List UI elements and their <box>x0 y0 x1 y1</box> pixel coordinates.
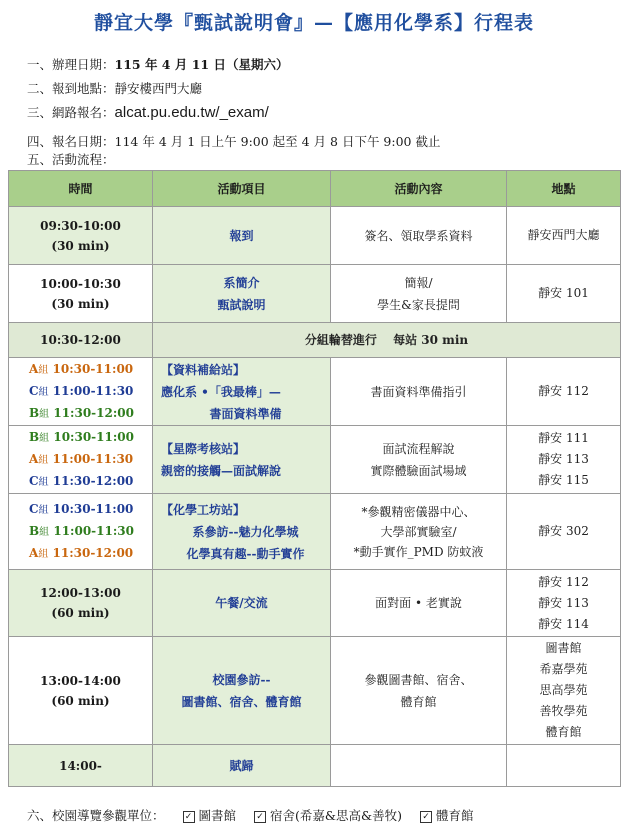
info-web <box>27 103 269 121</box>
group-letter: A <box>29 361 39 376</box>
location-line: 希嘉學苑 <box>539 662 588 676</box>
content-line: 學生&家長提問 <box>377 297 460 312</box>
activity-cell: 午餐/交流 <box>153 570 331 637</box>
time-cell <box>9 265 153 323</box>
location-cell <box>507 637 621 745</box>
group-suffix: 組 <box>39 408 50 420</box>
group-suffix: 組 <box>38 454 49 466</box>
activity-line: 甄試說明 <box>217 297 266 312</box>
location-line: 圖書館 <box>545 641 582 655</box>
location-line: 靜安 111 <box>538 431 589 445</box>
activity-line: 【化學工坊站】 <box>161 502 246 517</box>
info-location-label: 二、報到地點： <box>27 81 115 96</box>
content-line: 體育館 <box>400 694 437 709</box>
time-range: 09:30-10:00 <box>40 218 121 233</box>
content-cell: 面對面 • 老實說 <box>331 570 507 637</box>
info-date <box>27 55 288 73</box>
time-cell <box>9 207 153 265</box>
group-time: 11:00-11:30 <box>52 451 134 466</box>
schedule-table <box>8 170 621 787</box>
time-cell <box>9 426 153 494</box>
activity-line: 系簡介 <box>223 275 260 290</box>
group-letter: B <box>29 523 40 538</box>
table-row <box>9 570 621 637</box>
footer-tour-units <box>27 806 474 824</box>
time-cell <box>9 494 153 570</box>
location-line: 善牧學苑 <box>539 704 588 718</box>
location-cell <box>507 570 621 637</box>
location-cell: 靜安 302 <box>507 494 621 570</box>
group-letter: C <box>29 501 39 516</box>
group-time: 11:30-12:00 <box>52 545 134 560</box>
time-duration: (30 min) <box>51 296 110 311</box>
location-cell: 靜安 101 <box>507 265 621 323</box>
table-row <box>9 207 621 265</box>
time-range: 12:00-13:00 <box>40 586 121 600</box>
table-row <box>9 323 621 358</box>
footer-item-dorm: 宿舍(希嘉&思高&善牧) <box>270 808 403 823</box>
activity-line: 書面資料準備 <box>209 406 282 421</box>
content-cell <box>331 637 507 745</box>
header-content: 活動內容 <box>331 171 507 207</box>
checkbox-icon: ✓ <box>183 811 195 823</box>
location-line: 靜安 112 <box>538 574 589 589</box>
group-suffix: 組 <box>38 548 49 560</box>
merged-cell: 分組輪替進行 每站 30 min <box>153 323 621 358</box>
location-line: 體育館 <box>545 725 582 739</box>
table-row <box>9 426 621 494</box>
group-letter: B <box>29 429 40 444</box>
location-line: 靜安 114 <box>538 616 589 631</box>
group-letter: B <box>29 405 40 420</box>
table-row <box>9 637 621 745</box>
group-time: 10:30-11:00 <box>52 501 134 516</box>
content-cell <box>331 265 507 323</box>
activity-line: 應化系 •「我最棒」— <box>161 384 281 399</box>
content-line: *動手實作_PMD 防蚊液 <box>353 544 484 559</box>
table-row <box>9 494 621 570</box>
time-duration: (30 min) <box>51 238 110 253</box>
content-cell <box>331 426 507 494</box>
activity-cell: 報到 <box>153 207 331 265</box>
activity-cell <box>153 265 331 323</box>
location-cell <box>507 426 621 494</box>
content-line: 參觀圖書館、宿舍、 <box>364 672 473 687</box>
activity-line: 【資料補給站】 <box>161 362 246 377</box>
content-cell <box>331 494 507 570</box>
header-time: 時間 <box>9 171 153 207</box>
time-duration: (60 min) <box>51 606 110 620</box>
info-signup-value: 114 年 4 月 1 日上午 9:00 起至 4 月 8 日下午 9:00 截止 <box>114 134 441 149</box>
info-signup <box>27 132 440 150</box>
checkbox-icon: ✓ <box>420 811 432 823</box>
activity-line: 系參訪--魅力化學城 <box>192 524 299 539</box>
info-date-value: 115 年 4 月 11 日（星期六） <box>114 57 289 72</box>
content-line: 實際體驗面試場域 <box>370 463 467 478</box>
group-time: 11:30-12:00 <box>52 473 134 488</box>
content-line: *參觀精密儀器中心、 <box>361 504 476 519</box>
info-date-label: 一、辦理日期： <box>27 57 115 72</box>
time-cell <box>9 358 153 426</box>
location-line: 靜安 113 <box>538 595 589 610</box>
time-cell: 10:30-12:00 <box>9 323 153 358</box>
group-suffix: 組 <box>38 386 49 398</box>
content-cell: 簽名、領取學系資料 <box>331 207 507 265</box>
header-activity: 活動項目 <box>153 171 331 207</box>
group-suffix: 組 <box>38 476 49 488</box>
activity-cell <box>153 637 331 745</box>
location-line: 靜安 115 <box>538 473 589 487</box>
info-signup-label: 四、報名日期： <box>27 134 115 149</box>
group-time: 11:00-11:30 <box>52 383 134 398</box>
content-cell: 書面資料準備指引 <box>331 358 507 426</box>
table-row <box>9 745 621 787</box>
footer-label: 六、校園導覽參觀單位： <box>27 808 165 823</box>
table-row <box>9 358 621 426</box>
activity-line: 親密的接觸—面試解說 <box>161 463 282 478</box>
info-location-value: 靜安樓西門大廳 <box>114 81 203 96</box>
activity-line: 校園參訪-- <box>212 672 271 687</box>
activity-line: 圖書館、宿舍、體育館 <box>181 694 302 709</box>
activity-cell <box>153 358 331 426</box>
group-suffix: 組 <box>39 432 50 444</box>
location-line: 思高學苑 <box>539 683 588 697</box>
time-range: 13:00-14:00 <box>40 673 121 688</box>
time-cell <box>9 570 153 637</box>
header-location: 地點 <box>507 171 621 207</box>
activity-cell <box>153 426 331 494</box>
activity-cell <box>153 494 331 570</box>
time-duration: (60 min) <box>51 693 110 708</box>
location-line: 靜安 113 <box>538 452 589 466</box>
table-row <box>9 265 621 323</box>
page-title: 靜宜大學『甄試說明會』—【應用化學系】行程表 <box>93 12 534 34</box>
content-cell <box>331 745 507 787</box>
footer-item-library: 圖書館 <box>198 808 237 823</box>
info-location <box>27 79 202 97</box>
content-line: 簡報/ <box>404 275 433 290</box>
group-time: 11:30-12:00 <box>53 405 134 420</box>
content-line: 面試流程解說 <box>382 441 455 456</box>
table-header-row <box>9 171 621 207</box>
group-time: 11:00-11:30 <box>53 523 134 538</box>
footer-item-gym: 體育館 <box>436 808 474 823</box>
group-time: 10:30-11:00 <box>52 361 134 376</box>
activity-line: 化學真有趣--動手實作 <box>186 546 305 561</box>
location-cell: 靜安西門大廳 <box>507 207 621 265</box>
group-letter: A <box>29 451 39 466</box>
info-web-label: 三、網路報名： <box>27 105 115 120</box>
time-cell <box>9 637 153 745</box>
group-letter: A <box>29 545 39 560</box>
group-suffix: 組 <box>39 526 50 538</box>
time-range: 10:00-10:30 <box>40 276 121 291</box>
info-web-url[interactable]: alcat.pu.edu.tw/_exam/ <box>114 104 269 121</box>
group-suffix: 組 <box>38 364 49 376</box>
location-cell: 靜安 112 <box>507 358 621 426</box>
location-cell <box>507 745 621 787</box>
group-letter: C <box>29 383 39 398</box>
group-letter: C <box>29 473 39 488</box>
group-suffix: 組 <box>38 504 49 516</box>
time-cell: 14:00- <box>9 745 153 787</box>
group-time: 10:30-11:00 <box>53 429 134 444</box>
info-process-label: 五、活動流程： <box>27 152 115 167</box>
content-line: 大學部實驗室/ <box>380 524 457 539</box>
activity-line: 【星際考核站】 <box>161 441 246 456</box>
activity-cell: 賦歸 <box>153 745 331 787</box>
checkbox-icon: ✓ <box>254 811 266 823</box>
